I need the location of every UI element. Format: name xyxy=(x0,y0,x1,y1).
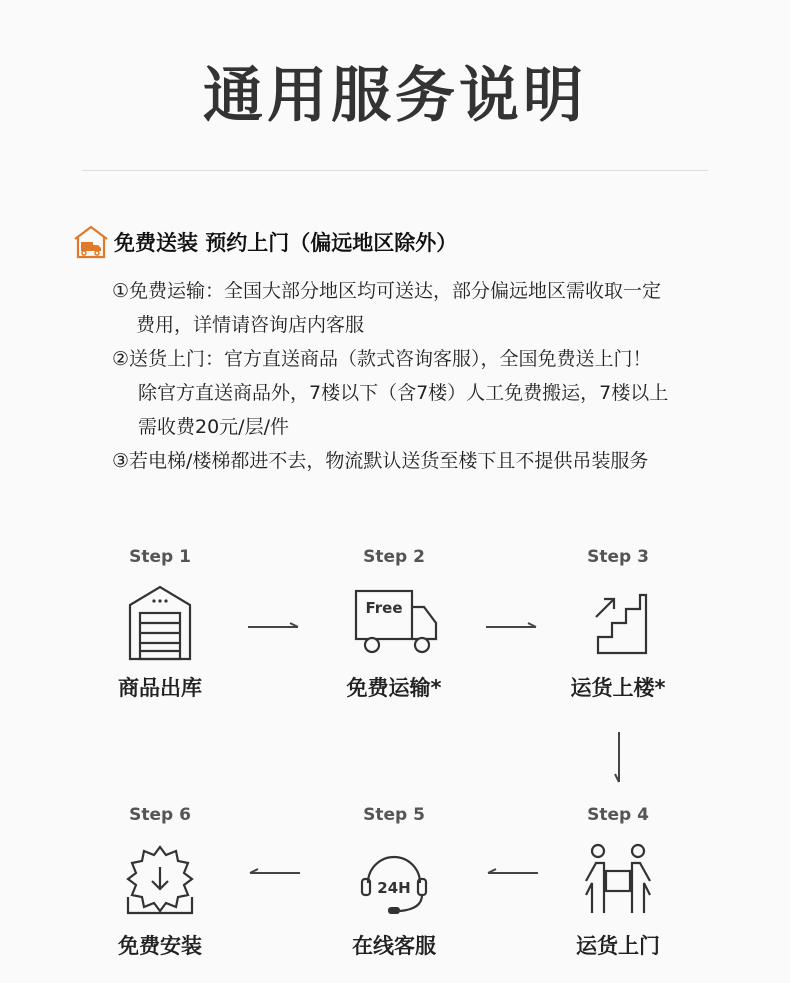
free-truck-icon xyxy=(344,581,444,665)
step-6 xyxy=(60,803,260,961)
step-5 xyxy=(294,803,494,961)
divider xyxy=(82,170,708,171)
page-title: 通用服务说明 xyxy=(203,61,587,131)
carrying-box-icon xyxy=(568,839,668,923)
note-line: 除官方直送商品外，7楼以下（含7楼）人工免费搬运，7楼以上 xyxy=(138,382,669,404)
note-line: ②送货上门：官方直送商品（款式咨询客服），全国免费送上门！ xyxy=(112,348,652,370)
delivery-truck-house-icon xyxy=(72,223,110,261)
arrow-left-icon xyxy=(246,866,302,880)
step-name: 运货上门 xyxy=(576,934,660,958)
note-line: ③若电梯/楼梯都进不去，物流默认送货至楼下且不提供吊装服务 xyxy=(112,450,649,472)
service-notes xyxy=(112,274,762,478)
note-line: ①免费运输：全国大部分地区均可送达，部分偏远地区需收取一定 xyxy=(112,280,662,302)
install-gear-icon xyxy=(110,839,210,923)
step-label: Step 5 xyxy=(363,805,425,825)
step-label: Step 3 xyxy=(587,547,649,567)
step-label: Step 1 xyxy=(129,547,191,567)
note-line: 需收费20元/层/件 xyxy=(138,416,289,438)
section-heading-text: 免费送装 预约上门（偏远地区除外） xyxy=(114,231,458,255)
free-text: Free xyxy=(365,599,403,617)
arrow-right-icon xyxy=(484,620,540,634)
warehouse-icon xyxy=(110,581,210,665)
step-1 xyxy=(60,545,260,703)
arrow-left-icon xyxy=(484,866,540,880)
24h-text: 24H xyxy=(377,879,411,897)
step-3 xyxy=(518,545,718,703)
step-label: Step 4 xyxy=(587,805,649,825)
step-label: Step 2 xyxy=(363,547,425,567)
step-name: 运货上楼* xyxy=(570,676,666,700)
stairs-icon xyxy=(568,581,668,665)
step-label: Step 6 xyxy=(129,805,191,825)
step-2 xyxy=(294,545,494,703)
step-name: 商品出库 xyxy=(118,676,202,700)
headset-icon xyxy=(344,839,444,923)
arrow-down-icon xyxy=(612,730,626,786)
step-name: 免费安装 xyxy=(118,934,202,958)
arrow-right-icon xyxy=(246,620,302,634)
step-4 xyxy=(518,803,718,961)
step-name: 免费运输* xyxy=(346,676,442,700)
step-name: 在线客服 xyxy=(352,934,436,958)
note-line: 费用，详情请咨询店内客服 xyxy=(136,314,365,336)
section-heading xyxy=(72,222,457,262)
